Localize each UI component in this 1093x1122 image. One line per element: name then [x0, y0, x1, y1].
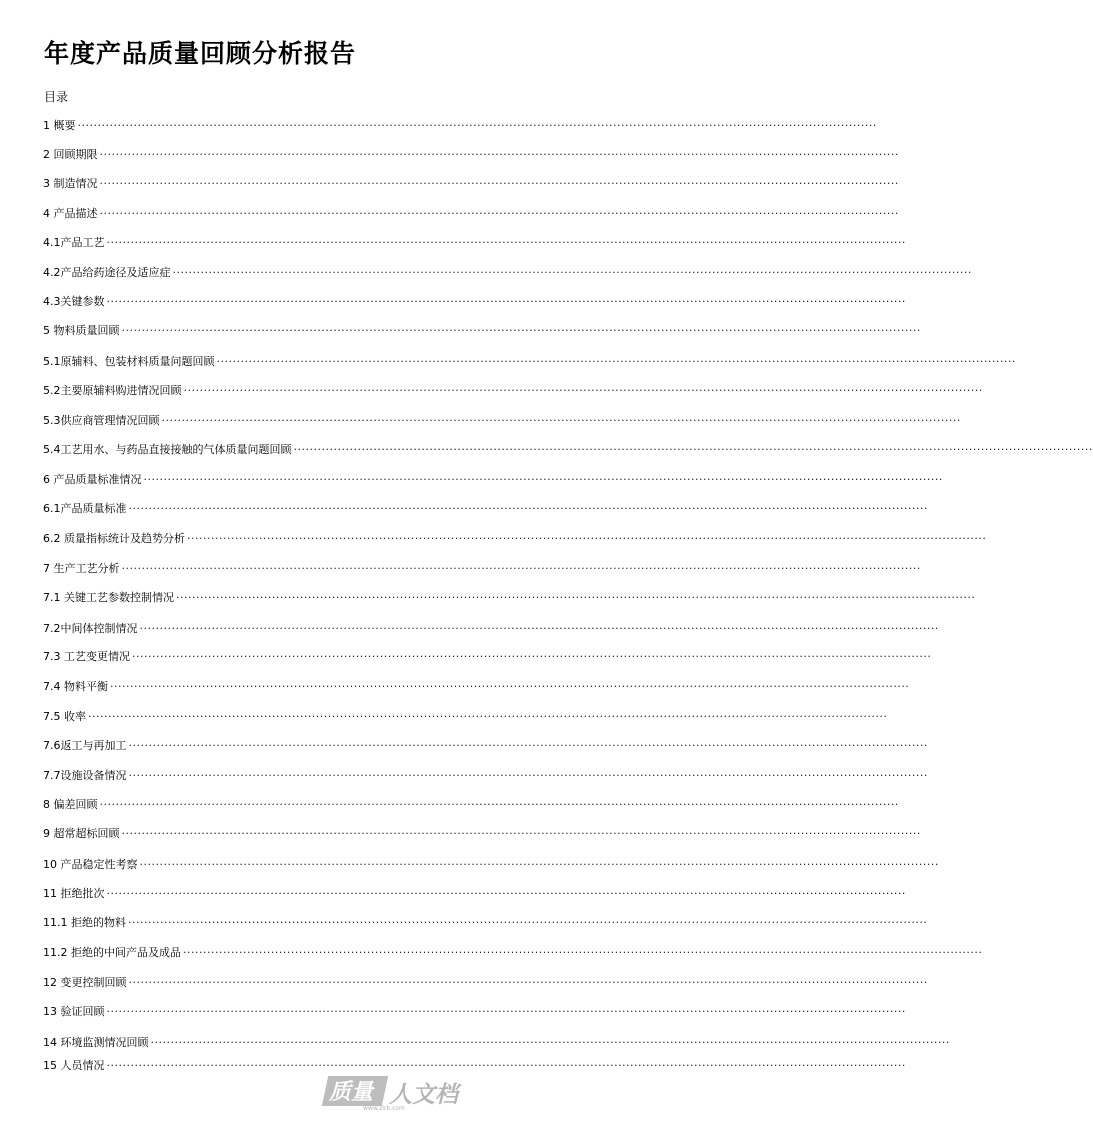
toc-entry[interactable] — [43, 235, 906, 251]
toc-entry[interactable] — [43, 709, 888, 725]
toc-entry-label: 5.3供应商管理情况回顾 — [43, 414, 160, 427]
toc-entry-label: 4.3关键参数 — [43, 295, 105, 308]
watermark-logo — [325, 1074, 467, 1114]
toc-entry[interactable] — [43, 501, 928, 517]
toc-entry[interactable] — [43, 621, 939, 637]
toc-entry-label: 4.2产品给药途径及适应症 — [43, 266, 171, 279]
toc-leader-dots: ········································································································································································································ — [106, 295, 906, 308]
toc-entry-label: 1 概要 — [43, 119, 76, 132]
toc-leader-dots: ········································································································································································································ — [99, 207, 899, 220]
toc-leader-dots: ········································································································································································································ — [176, 591, 976, 604]
toc-entry[interactable] — [43, 1035, 950, 1051]
toc-leader-dots: ········································································································································································································ — [183, 946, 983, 959]
toc-leader-dots: ········································································································································································································ — [132, 650, 932, 663]
toc-leader-dots: ········································································································································································································ — [99, 798, 899, 811]
toc-entry[interactable] — [43, 147, 899, 163]
toc-entry-label: 6 产品质量标准情况 — [43, 473, 142, 486]
toc-leader-dots: ········································································································································································································ — [161, 414, 961, 427]
toc-entry[interactable] — [43, 1058, 906, 1074]
toc-leader-dots: ········································································································································································································ — [128, 502, 928, 515]
watermark-text: 人文档 — [389, 1082, 458, 1108]
toc-entry[interactable] — [43, 738, 928, 754]
toc-entry-label: 7 生产工艺分析 — [43, 562, 120, 575]
toc-entry-label: 13 验证回顾 — [43, 1005, 105, 1018]
toc-entry-label: 7.1 关键工艺参数控制情况 — [43, 591, 174, 604]
toc-entry-label: 5 物料质量回顾 — [43, 324, 120, 337]
toc-entry[interactable] — [43, 945, 983, 961]
toc-entry-label: 7.7设施设备情况 — [43, 769, 127, 782]
toc-entry[interactable] — [43, 826, 921, 842]
toc-leader-dots: ········································································································································································································ — [110, 680, 910, 693]
toc-leader-dots: ········································································································································································································ — [183, 384, 983, 397]
toc-entry-label: 7.3 工艺变更情况 — [43, 650, 130, 663]
watermark-box-text: 质量 — [329, 1080, 374, 1105]
toc-entry-label: 4.1产品工艺 — [43, 236, 105, 249]
toc-entry-label: 10 产品稳定性考察 — [43, 858, 138, 871]
toc-leader-dots: ········································································································································································································ — [121, 562, 921, 575]
toc-entry[interactable] — [43, 975, 928, 991]
toc-entry[interactable] — [43, 768, 928, 784]
toc-leader-dots: ········································································································································································································ — [128, 916, 928, 929]
toc-entry-label: 4 产品描述 — [43, 207, 98, 220]
toc-entry[interactable] — [43, 323, 921, 339]
toc-leader-dots: ········································································································································································································ — [216, 355, 1016, 368]
toc-entry-label: 7.4 物料平衡 — [43, 680, 108, 693]
toc-heading: 目录 — [44, 90, 69, 104]
toc-entry[interactable] — [43, 265, 972, 281]
toc-entry[interactable] — [43, 118, 877, 134]
toc-leader-dots: ········································································································································································································ — [150, 1036, 950, 1049]
toc-entry-label: 6.2 质量指标统计及趋势分析 — [43, 532, 185, 545]
toc-entry[interactable] — [43, 294, 906, 310]
toc-entry-label: 5.1原辅料、包装材料质量问题回顾 — [43, 355, 215, 368]
toc-leader-dots: ········································································································································································································ — [99, 177, 899, 190]
toc-entry[interactable] — [43, 886, 906, 902]
toc-entry[interactable] — [43, 413, 961, 429]
toc-entry-label: 11.2 拒绝的中间产品及成品 — [43, 946, 181, 959]
toc-entry[interactable] — [43, 915, 928, 931]
toc-entry-label: 7.6返工与再加工 — [43, 739, 127, 752]
toc-leader-dots: ········································································································································································································ — [293, 443, 1093, 456]
toc-entry-label: 7.2中间体控制情况 — [43, 622, 138, 635]
toc-leader-dots: ········································································································································································································ — [106, 1005, 906, 1018]
toc-entry[interactable] — [43, 531, 987, 547]
toc-leader-dots: ········································································································································································································ — [106, 887, 906, 900]
toc-leader-dots: ········································································································································································································ — [143, 473, 943, 486]
toc-leader-dots: ········································································································································································································ — [77, 119, 877, 132]
toc-entry-label: 2 回顾期限 — [43, 148, 98, 161]
toc-entry[interactable] — [43, 354, 1016, 370]
toc-entry-label: 5.2主要原辅料购进情况回顾 — [43, 384, 182, 397]
toc-entry[interactable] — [43, 797, 899, 813]
toc-entry-label: 15 人员情况 — [43, 1059, 105, 1072]
toc-leader-dots: ········································································································································································································ — [139, 622, 939, 635]
toc-entry-label: 11.1 拒绝的物料 — [43, 916, 126, 929]
toc-leader-dots: ········································································································································································································ — [172, 266, 972, 279]
toc-entry-label: 14 环境监测情况回顾 — [43, 1036, 149, 1049]
document-title: 年度产品质量回顾分析报告 — [44, 39, 357, 68]
toc-entry[interactable] — [43, 649, 932, 665]
toc-entry-label: 7.5 收率 — [43, 710, 86, 723]
toc-leader-dots: ········································································································································································································ — [121, 324, 921, 337]
toc-entry[interactable] — [43, 383, 983, 399]
toc-entry[interactable] — [43, 590, 976, 606]
toc-leader-dots: ········································································································································································································ — [187, 532, 987, 545]
toc-entry-label: 6.1产品质量标准 — [43, 502, 127, 515]
toc-leader-dots: ········································································································································································································ — [99, 148, 899, 161]
toc-leader-dots: ········································································································································································································ — [121, 827, 921, 840]
toc-entry[interactable] — [43, 1004, 906, 1020]
toc-entry-label: 5.4工艺用水、与药品直接接触的气体质量问题回顾 — [43, 443, 292, 456]
toc-entry[interactable] — [43, 442, 1093, 458]
toc-leader-dots: ········································································································································································································ — [128, 976, 928, 989]
toc-entry[interactable] — [43, 472, 943, 488]
toc-leader-dots: ········································································································································································································ — [88, 710, 888, 723]
toc-leader-dots: ········································································································································································································ — [139, 858, 939, 871]
toc-entry[interactable] — [43, 679, 910, 695]
toc-leader-dots: ········································································································································································································ — [128, 769, 928, 782]
toc-entry[interactable] — [43, 857, 939, 873]
toc-leader-dots: ········································································································································································································ — [106, 1059, 906, 1072]
toc-leader-dots: ········································································································································································································ — [106, 236, 906, 249]
toc-leader-dots: ········································································································································································································ — [128, 739, 928, 752]
toc-entry-label: 3 制造情况 — [43, 177, 98, 190]
toc-entry-label: 9 超常超标回顾 — [43, 827, 120, 840]
toc-entry-label: 11 拒绝批次 — [43, 887, 105, 900]
toc-entry-label: 8 偏差回顾 — [43, 798, 98, 811]
watermark-url: www.zlrb.com — [363, 1105, 405, 1112]
toc-entry[interactable] — [43, 176, 899, 192]
toc-entry[interactable] — [43, 206, 899, 222]
toc-entry-label: 12 变更控制回顾 — [43, 976, 127, 989]
toc-entry[interactable] — [43, 561, 921, 577]
